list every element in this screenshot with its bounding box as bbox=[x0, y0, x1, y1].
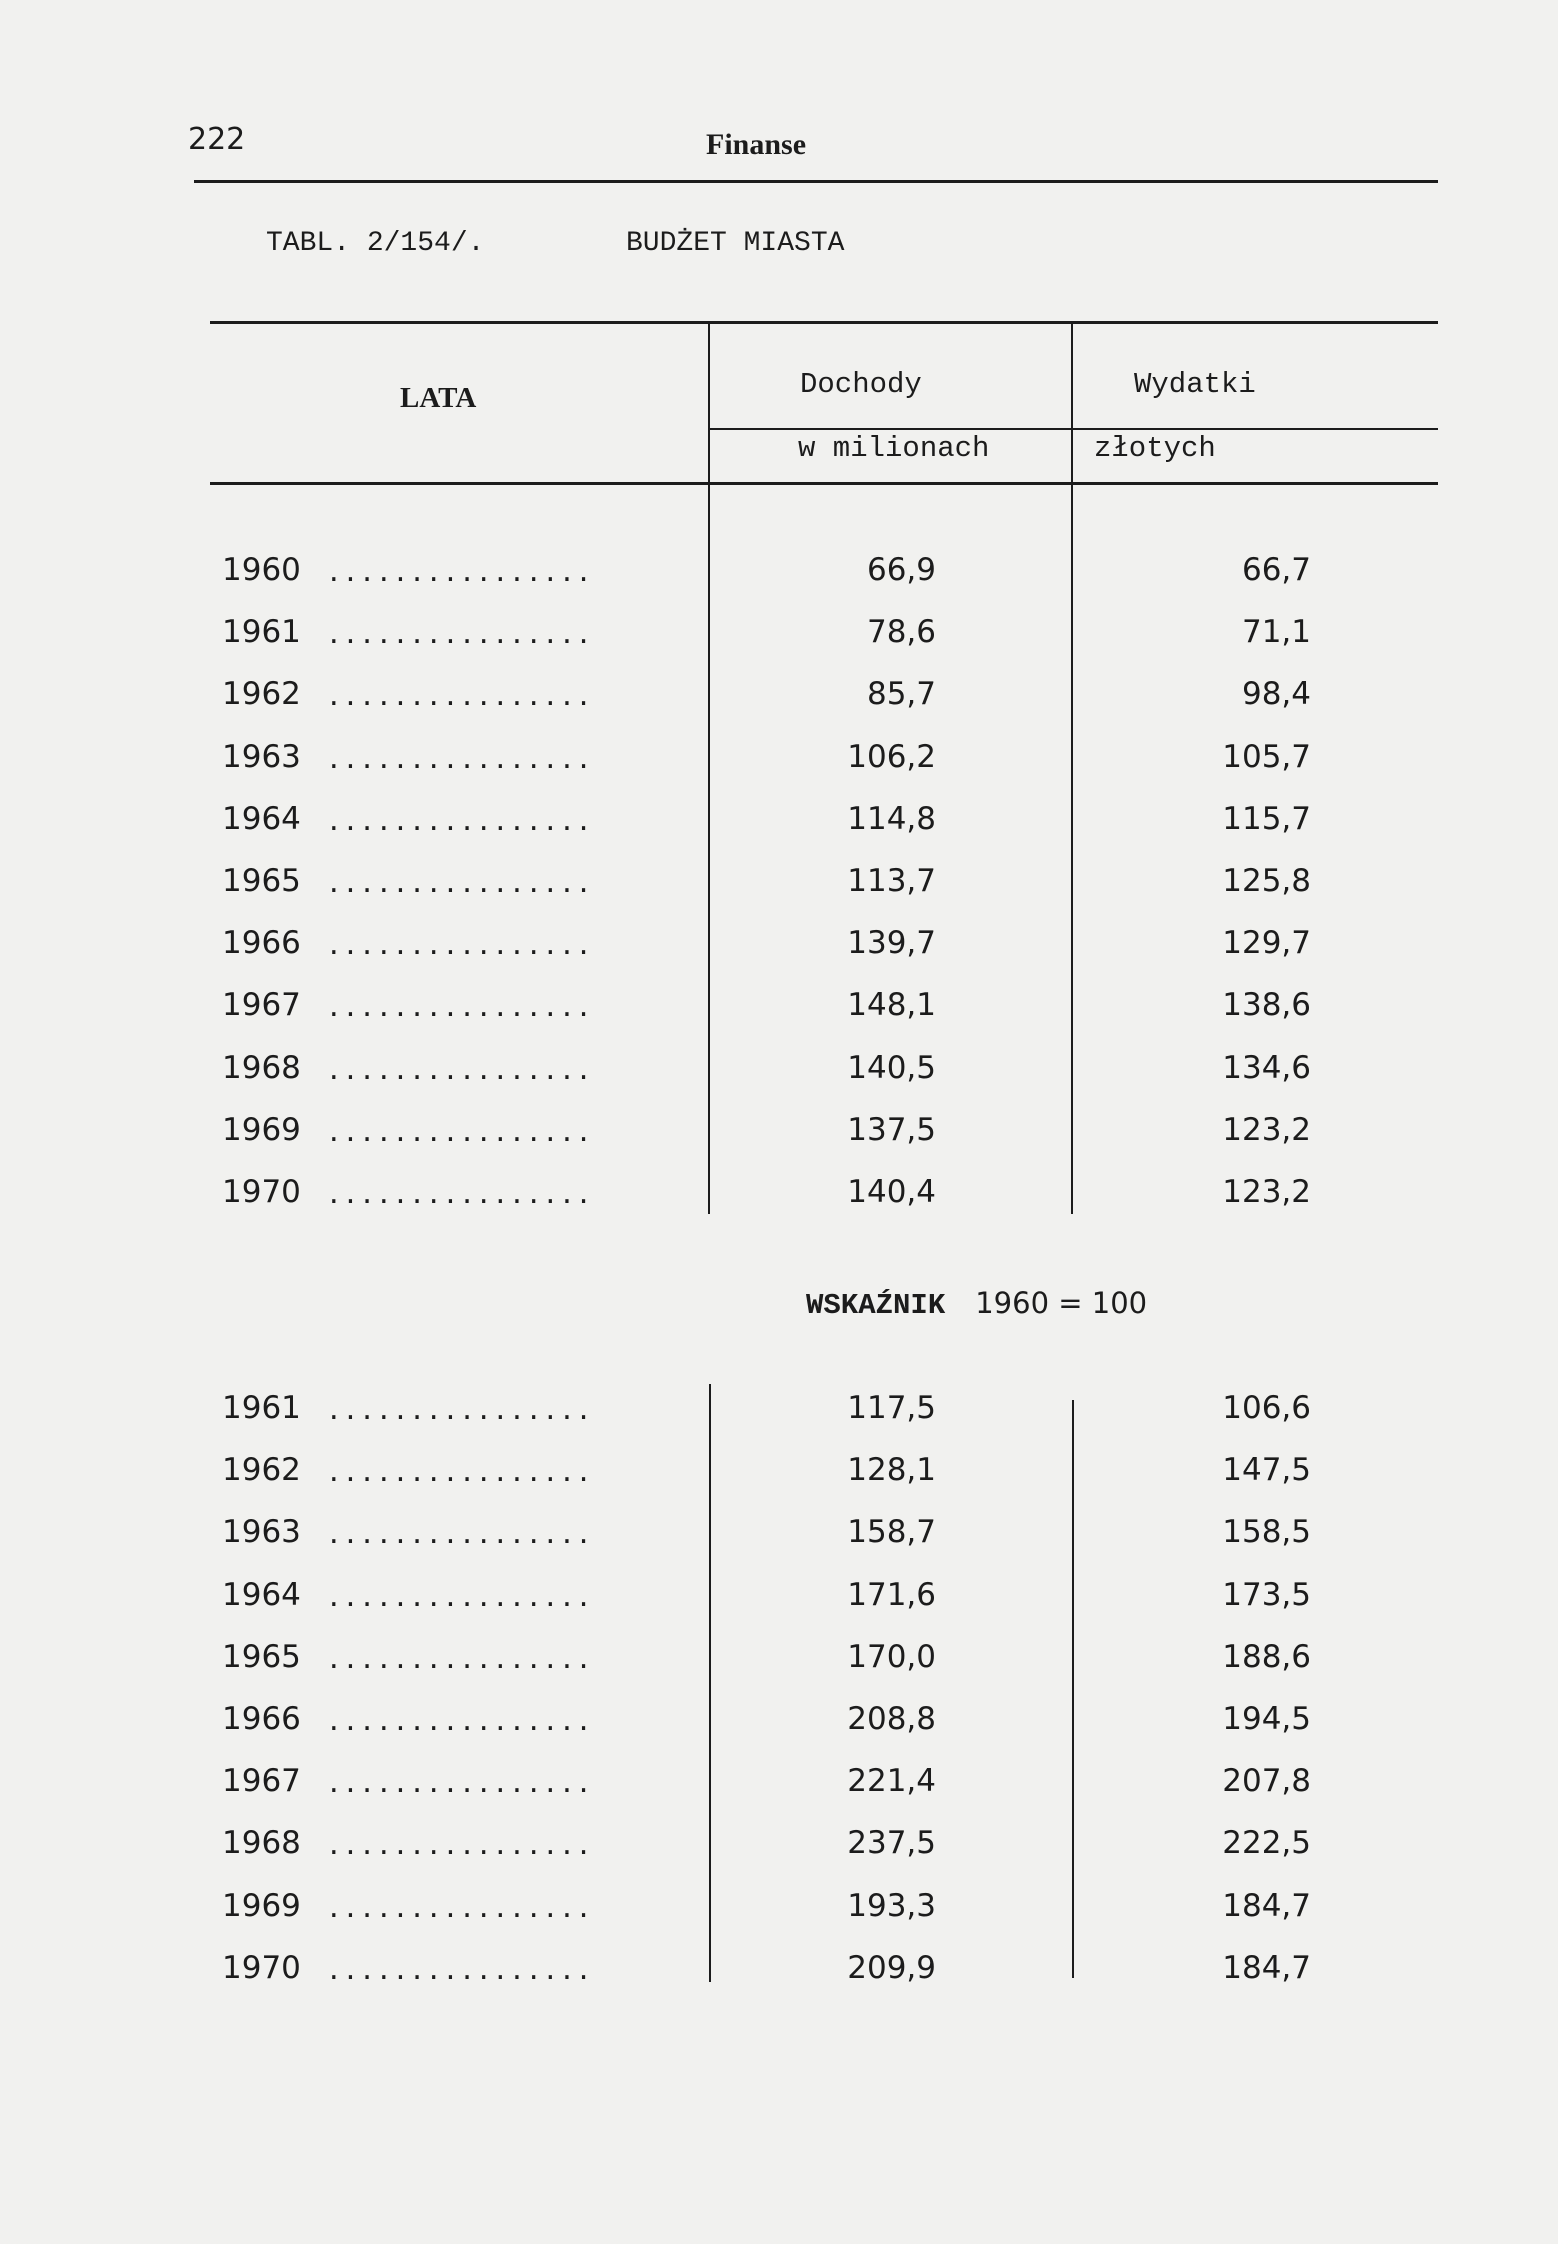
income-value: 66,9 bbox=[866, 552, 936, 588]
leader-dots: ................ bbox=[326, 806, 593, 837]
expenses-value: 123,2 bbox=[1222, 1174, 1311, 1210]
row-year: 1962 bbox=[222, 676, 301, 713]
expenses-value: 66,7 bbox=[1241, 552, 1311, 588]
income-value: 148,1 bbox=[847, 987, 936, 1024]
unit-rule bbox=[708, 428, 1438, 430]
row-year: 1966 bbox=[222, 1701, 301, 1737]
income-header: Dochody bbox=[800, 368, 922, 401]
income-value: 193,3 bbox=[847, 1887, 936, 1924]
income-value: 139,7 bbox=[847, 925, 936, 962]
expenses-value: 134,6 bbox=[1222, 1049, 1311, 1086]
table-top-rule bbox=[210, 321, 1438, 324]
row-year: 1967 bbox=[222, 987, 301, 1024]
leader-dots: ................ bbox=[326, 1955, 593, 1986]
expenses-header: Wydatki bbox=[1134, 368, 1256, 401]
income-value: 85,7 bbox=[866, 676, 936, 713]
row-year: 1961 bbox=[222, 614, 301, 651]
table-row bbox=[0, 1390, 1558, 1450]
table-row bbox=[0, 863, 1558, 923]
income-value: 113,7 bbox=[847, 863, 936, 899]
page-number: 222 bbox=[188, 122, 246, 157]
expenses-value: 115,7 bbox=[1222, 800, 1311, 837]
expenses-value: 184,7 bbox=[1222, 1949, 1311, 1986]
table-row bbox=[0, 1452, 1558, 1512]
years-header: LATA bbox=[400, 382, 477, 414]
expenses-value: 184,7 bbox=[1222, 1887, 1311, 1924]
table-row bbox=[0, 614, 1558, 674]
expenses-value: 207,8 bbox=[1222, 1763, 1311, 1800]
unit-label-right: złotych bbox=[1094, 432, 1216, 465]
row-year: 1970 bbox=[222, 1949, 301, 1986]
expenses-value: 173,5 bbox=[1222, 1576, 1311, 1613]
leader-dots: ................ bbox=[326, 1180, 593, 1210]
table-row bbox=[0, 552, 1558, 612]
table-row bbox=[0, 1701, 1558, 1761]
leader-dots: ................ bbox=[326, 1644, 593, 1675]
row-year: 1968 bbox=[222, 1049, 301, 1086]
table-row bbox=[0, 1174, 1558, 1234]
table-row bbox=[0, 676, 1558, 736]
income-value: 117,5 bbox=[847, 1390, 936, 1426]
row-year: 1967 bbox=[222, 1763, 301, 1800]
leader-dots: ................ bbox=[326, 558, 593, 588]
table-title: BUDŻET MIASTA bbox=[626, 228, 845, 259]
expenses-value: 123,2 bbox=[1222, 1111, 1311, 1148]
table-row bbox=[0, 1950, 1558, 2010]
expenses-value: 138,6 bbox=[1222, 987, 1311, 1024]
leader-dots: ................ bbox=[326, 1396, 593, 1426]
row-year: 1963 bbox=[222, 1514, 301, 1551]
expenses-value: 125,8 bbox=[1222, 863, 1311, 899]
leader-dots: ................ bbox=[326, 1893, 593, 1924]
leader-dots: ................ bbox=[326, 1831, 593, 1862]
leader-dots: ................ bbox=[326, 993, 593, 1024]
row-year: 1962 bbox=[222, 1452, 301, 1489]
row-year: 1963 bbox=[222, 738, 301, 775]
table-row bbox=[0, 987, 1558, 1047]
leader-dots: ................ bbox=[326, 931, 593, 962]
table-row bbox=[0, 1825, 1558, 1885]
header-rule bbox=[194, 180, 1438, 183]
income-value: 170,0 bbox=[847, 1638, 936, 1675]
row-year: 1969 bbox=[222, 1887, 301, 1924]
row-year: 1968 bbox=[222, 1825, 301, 1862]
expenses-value: 147,5 bbox=[1222, 1452, 1311, 1489]
head-bottom-rule bbox=[210, 482, 1438, 485]
expenses-value: 105,7 bbox=[1222, 738, 1311, 775]
expenses-value: 194,5 bbox=[1222, 1701, 1311, 1737]
table-row bbox=[0, 1888, 1558, 1948]
row-year: 1966 bbox=[222, 925, 301, 962]
table-row bbox=[0, 1050, 1558, 1110]
expenses-value: 71,1 bbox=[1241, 614, 1311, 651]
income-value: 140,5 bbox=[847, 1049, 936, 1086]
unit-label-left: w milionach bbox=[798, 432, 990, 465]
leader-dots: ................ bbox=[326, 869, 593, 899]
expenses-value: 188,6 bbox=[1222, 1638, 1311, 1675]
expenses-value: 106,6 bbox=[1222, 1390, 1311, 1426]
income-value: 78,6 bbox=[866, 614, 936, 651]
table-row bbox=[0, 739, 1558, 799]
section-title: Finanse bbox=[706, 128, 807, 161]
income-value: 106,2 bbox=[847, 738, 936, 775]
row-year: 1964 bbox=[222, 1576, 301, 1613]
expenses-value: 98,4 bbox=[1241, 676, 1311, 713]
table-id: TABL. 2/154/. bbox=[266, 228, 485, 259]
expenses-value: 222,5 bbox=[1222, 1825, 1311, 1862]
expenses-value: 158,5 bbox=[1222, 1514, 1311, 1551]
index-label: WSKAŹNIK bbox=[806, 1289, 946, 1322]
income-value: 221,4 bbox=[847, 1763, 936, 1800]
table-row bbox=[0, 1112, 1558, 1172]
leader-dots: ................ bbox=[326, 1117, 593, 1148]
leader-dots: ................ bbox=[326, 1582, 593, 1613]
income-value: 209,9 bbox=[847, 1949, 936, 1986]
income-value: 158,7 bbox=[847, 1514, 936, 1551]
row-year: 1961 bbox=[222, 1390, 301, 1426]
leader-dots: ................ bbox=[326, 620, 593, 651]
leader-dots: ................ bbox=[326, 1520, 593, 1551]
row-year: 1970 bbox=[222, 1174, 301, 1210]
income-value: 128,1 bbox=[847, 1452, 936, 1489]
row-year: 1969 bbox=[222, 1111, 301, 1148]
row-year: 1960 bbox=[222, 552, 301, 588]
table-row bbox=[0, 1763, 1558, 1823]
income-value: 237,5 bbox=[847, 1825, 936, 1862]
income-value: 140,4 bbox=[847, 1174, 936, 1210]
row-year: 1965 bbox=[222, 1638, 301, 1675]
leader-dots: ................ bbox=[326, 744, 593, 775]
row-year: 1965 bbox=[222, 863, 301, 899]
leader-dots: ................ bbox=[326, 1707, 593, 1737]
table-row bbox=[0, 925, 1558, 985]
table-row bbox=[0, 1639, 1558, 1699]
income-value: 114,8 bbox=[847, 800, 936, 837]
income-value: 171,6 bbox=[847, 1576, 936, 1613]
income-value: 137,5 bbox=[847, 1111, 936, 1148]
leader-dots: ................ bbox=[326, 1769, 593, 1800]
table-row bbox=[0, 801, 1558, 861]
income-value: 208,8 bbox=[847, 1701, 936, 1737]
leader-dots: ................ bbox=[326, 1458, 593, 1489]
table-row bbox=[0, 1577, 1558, 1637]
row-year: 1964 bbox=[222, 800, 301, 837]
expenses-value: 129,7 bbox=[1222, 925, 1311, 962]
table-row bbox=[0, 1514, 1558, 1574]
index-base: 1960 = 100 bbox=[975, 1286, 1148, 1320]
index-heading bbox=[806, 1286, 1147, 1322]
leader-dots: ................ bbox=[326, 1055, 593, 1086]
leader-dots: ................ bbox=[326, 682, 593, 713]
